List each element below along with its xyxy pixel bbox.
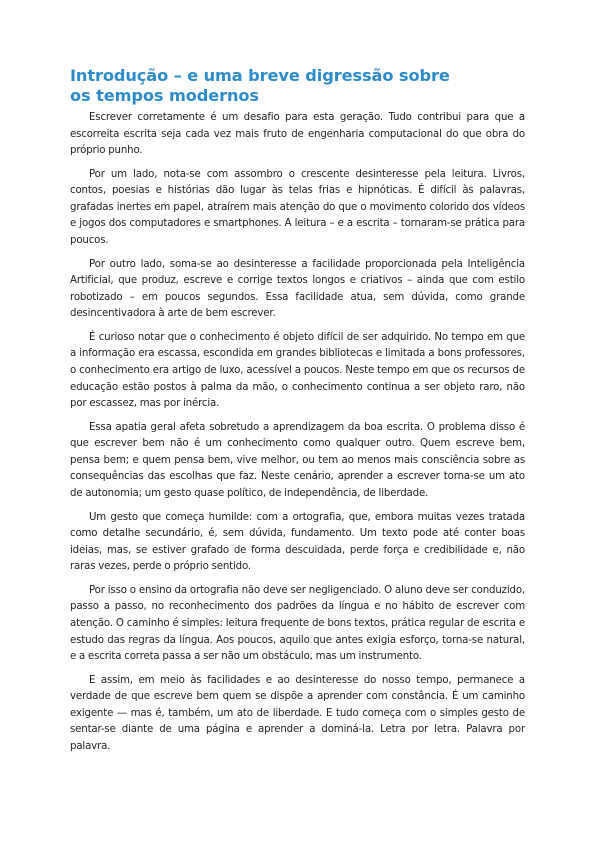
section-title xyxy=(70,66,525,106)
section-title-line-1: Introdução – e uma breve digressão sobre xyxy=(70,66,450,85)
paragraph-5: Essa apatia geral afeta sobretudo a aprendizagem da boa escrita. O problema disso é que escrever bem não é um conhecimento como qualquer outro. Quem escreve bem, pensa bem; e quem pensa bem, vive melhor, ou tem ao menos mais consciência sobre as consequências das escolhas que faz. Neste cenário, aprender a escrever torna-se um ato de autonomia; um gesto quase político, de independência, de liberdade. xyxy=(70,421,525,500)
paragraph-7: Por isso o ensino da ortografia não deve ser negligenciado. O aluno deve ser conduzido, passo a passo, no reconhecimento dos padrões da língua e no hábito de escrever com atenção. O caminho é simples: leitura frequente de bons textos, prática regular de escrita e estudo das regras da língua. Aos poucos, aquilo que antes exigia esforço, torna-se natural, e a escrita correta passa a ser não um obstáculo, mas um instrumento. xyxy=(70,584,525,663)
paragraph-6: Um gesto que começa humilde: com a ortografia, que, embora muitas vezes tratada como detalhe secundário, é, sem dúvida, fundamento. Um texto pode até conter boas ideias, mas, se estiver grafado de forma descuidada, perde força e credibilidade e, não raras vezes, perde o próprio sentido. xyxy=(70,511,525,573)
paragraph-3: Por outro lado, soma-se ao desinteresse a facilidade proporcionada pela Inteligência Artificial, que produz, escreve e corrige textos longos e criativos – ainda que com estilo robotizado – em poucos segundos. Essa facilidade atua, sem dúvida, como grande desincentivadora à arte de bem escrever. xyxy=(70,258,525,320)
section-title-line-2: os tempos modernos xyxy=(70,86,259,105)
paragraph-8: E assim, em meio às facilidades e ao desinteresse do nosso tempo, permanece a verdade de que escreve bem quem se dispõe a aprender com constância. É um caminho exigente — mas é, também, um ato de liberdade. E tudo começa com o simples gesto de sentar-se diante de uma página e aprender a dominá-la. Letra por letra. Palavra por palavra. xyxy=(70,674,525,753)
paragraph-1: Escrever corretamente é um desafio para esta geração. Tudo contribui para que a escorreita escrita seja cada vez mais fruto de engenharia computacional do que obra do próprio punho. xyxy=(70,112,525,157)
paragraph-4: É curioso notar que o conhecimento é objeto difícil de ser adquirido. No tempo em que a informação era escassa, escondida em grandes bibliotecas e limitada a bons professores, o conhecimento era artigo de luxo, acessível a poucos. Neste tempo em que os recursos de educação estão postos à palma da mão, o conhecimento continua a ser objeto raro, não por escassez, mas por inércia. xyxy=(70,331,525,410)
document-page xyxy=(70,66,525,763)
paragraph-2: Por um lado, nota-se com assombro o crescente desinteresse pela leitura. Livros, contos, poesias e histórias dão lugar às telas frias e hipnóticas. É difícil às palavras, grafadas inertes em papel, atraírem mais atenção do que o movimento colorido dos vídeos e jogos dos computadores e smartphones. A leitura – e a escrita – tornaram-se prática para poucos. xyxy=(70,168,525,247)
